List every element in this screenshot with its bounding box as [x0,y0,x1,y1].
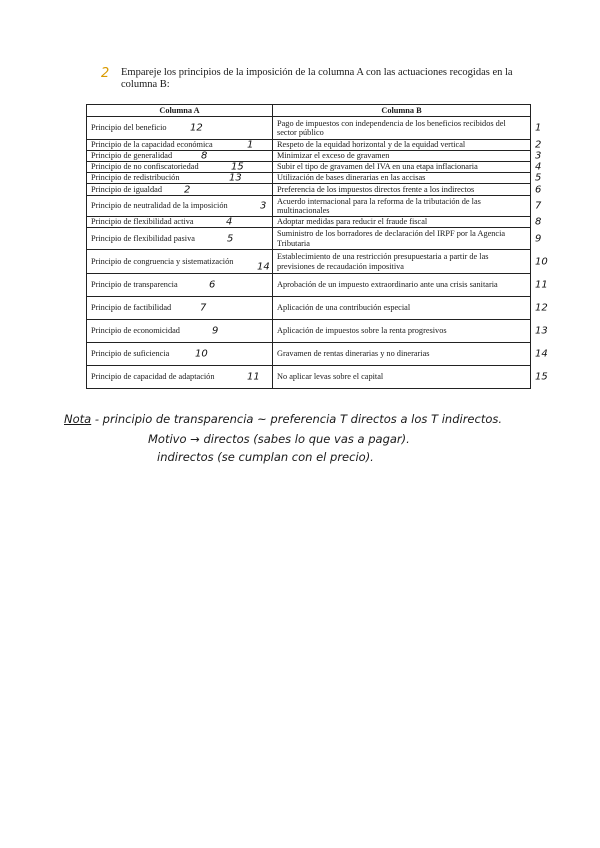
handwritten-row-number: 6 [535,183,542,195]
action-cell [273,366,548,389]
action-cell [273,196,542,217]
principle-label: Principio de factibilidad [91,303,172,313]
action-label: Aplicación de una contribución especial [277,303,411,313]
principle-cell [87,173,273,184]
action-cell [273,183,542,196]
principle-cell [87,274,273,297]
table-row [87,162,531,173]
principle-cell [87,140,273,151]
principle-label: Principio de no confiscatoriedad [91,162,199,172]
handwritten-match: 6 [209,279,216,291]
principle-cell [87,343,273,366]
principle-label: Principio de la capacidad económica [91,140,213,150]
note-text: - principio de transparencia ~ preferencia T directos a los T indirectos. [94,412,503,426]
handwritten-match: 10 [195,348,208,360]
principle-cell [87,217,273,228]
action-label: Respeto de la equidad horizontal y de la equidad vertical [277,140,466,150]
handwritten-match: 2 [184,183,191,195]
handwritten-row-number: 7 [535,200,542,212]
table-row [87,297,531,320]
principle-cell [87,320,273,343]
handwritten-row-number: 10 [535,255,548,267]
action-cell [273,216,542,228]
action-label: Gravamen de rentas dinerarias y no dinerarias [277,349,430,359]
handwritten-row-number: 11 [535,279,548,291]
principle-label: Principio de economicidad [91,326,180,336]
action-cell [273,274,548,297]
handwritten-row-number: 2 [535,139,542,151]
principle-cell [87,151,273,162]
table-row [87,228,531,250]
action-cell [273,250,548,274]
handwritten-match: 7 [200,302,207,314]
principle-cell [87,228,273,250]
table-row [87,151,531,162]
handwritten-row-number: 9 [535,232,542,244]
handwritten-match: 13 [229,172,242,184]
handwritten-row-number: 4 [535,161,542,173]
column-a-header: Columna A [87,105,273,117]
table-row [87,217,531,228]
action-cell [273,297,548,320]
action-label: Establecimiento de una restricción presupuestaria a partir de las previsiones de recaudación impositiva [277,252,489,271]
table-row [87,117,531,140]
handwritten-row-number: 5 [535,172,542,184]
action-label: Subir el tipo de gravamen del IVA en una etapa inflacionaria [277,162,478,172]
action-cell [273,228,542,250]
principle-label: Principio de congruencia y sistematización [91,256,234,266]
principle-label: Principio de flexibilidad activa [91,217,194,227]
action-label: Acuerdo internacional para la reforma de la tributación de las multinacionales [277,196,481,215]
principle-cell [87,366,273,389]
action-cell [273,320,548,343]
principle-cell [87,117,273,140]
handwritten-row-number: 15 [535,371,548,383]
handwritten-match: 15 [231,161,244,173]
handwritten-note-line: indirectos (se cumplan con el precio). [157,450,374,464]
handwritten-match: 4 [226,216,233,228]
handwritten-match: 12 [190,122,203,134]
principle-cell [87,162,273,173]
principle-label: Principio de neutralidad de la imposición [91,201,228,211]
action-label: Adoptar medidas para reducir el fraude fiscal [277,217,428,227]
handwritten-match: 9 [212,325,219,337]
handwritten-row-number: 13 [535,325,548,337]
action-label: Utilización de bases dinerarias en las accisas [277,173,426,183]
principle-cell [87,184,273,196]
table-row [87,184,531,196]
column-b-header: Columna B [273,105,531,117]
note-label: Nota [64,412,92,426]
action-label: Minimizar el exceso de gravamen [277,151,390,161]
principle-label: Principio de suficiencia [91,349,170,359]
table-row [87,320,531,343]
action-cell [273,117,542,140]
handwritten-match: 11 [247,371,260,383]
table-row [87,366,531,389]
handwritten-row-number: 14 [535,348,548,360]
handwritten-match: 8 [201,150,208,162]
table-header-row [87,105,531,117]
action-label: Preferencia de los impuestos directos frente a los indirectos [277,184,475,194]
principle-label: Principio de transparencia [91,280,178,290]
action-label: Pago de impuestos con independencia de los beneficios recibidos del sector público [277,118,506,137]
action-label: Aplicación de impuestos sobre la renta progresivos [277,326,447,336]
action-cell [273,172,542,184]
action-label: Aprobación de un impuesto extraordinario ante una crisis sanitaria [277,280,498,290]
principle-label: Principio de flexibilidad pasiva [91,233,195,243]
action-label: No aplicar levas sobre el capital [277,372,384,382]
action-cell [273,150,542,162]
matching-table [86,104,548,389]
principle-label: Principio de redistribución [91,173,180,183]
table-row [87,343,531,366]
table-row [87,250,531,274]
principle-cell [87,196,273,217]
table-row [87,140,531,151]
handwritten-row-number: 3 [535,150,542,162]
action-cell [273,139,542,151]
handwritten-row-number: 8 [535,216,542,228]
question-number: 2 [101,66,110,81]
action-cell [273,161,542,173]
principle-label: Principio de generalidad [91,151,173,161]
table-row [87,274,531,297]
principle-label: Principio del beneficio [91,123,167,133]
principle-label: Principio de igualdad [91,184,162,194]
handwritten-match: 1 [247,139,254,151]
question-instruction: Empareje los principios de la imposición de la columna A con las actuaciones recogidas en la columna B: [121,67,513,90]
handwritten-row-number: 1 [535,122,542,134]
action-label: Suministro de los borradores de declaración del IRPF por la Agencia Tributaria [277,229,506,248]
principle-label: Principio de capacidad de adaptación [91,372,215,382]
table-row [87,196,531,217]
handwritten-match: 14 [257,260,270,272]
handwritten-row-number: 12 [535,302,548,314]
handwritten-note-line [64,412,502,426]
action-cell [273,343,548,366]
handwritten-note-line: Motivo → directos (sabes lo que vas a pagar). [148,432,410,446]
handwritten-match: 5 [227,232,234,244]
principle-cell [87,297,273,320]
principle-cell [87,250,273,274]
table-row [87,173,531,184]
handwritten-match: 3 [260,200,267,212]
